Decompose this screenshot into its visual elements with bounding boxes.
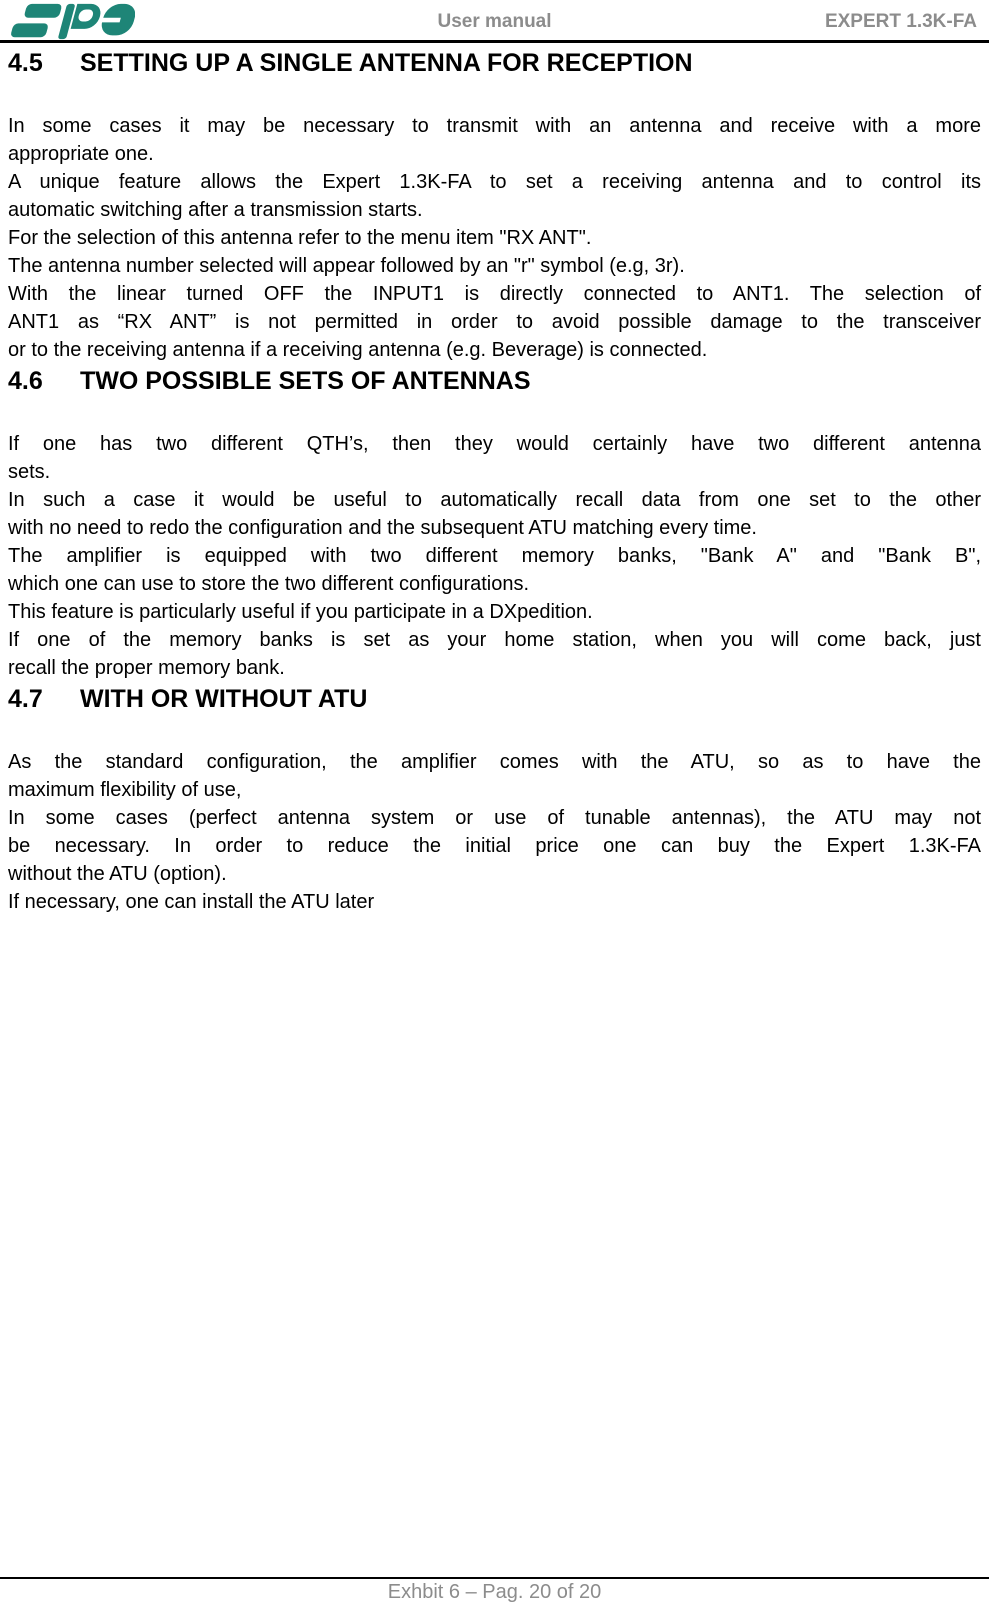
- text-line: ANT1 as “RX ANT” is not permitted in order to avoid possible damage to the transceiver: [8, 311, 981, 333]
- paragraph: [8, 112, 981, 168]
- footer-page-info: Exhbit 6 – Pag. 20 of 20: [387, 1581, 602, 1603]
- text-line: or to the receiving antenna if a receiving antenna (e.g. Beverage) is connected.: [8, 339, 708, 361]
- paragraph: [8, 486, 981, 542]
- text-line: This feature is particularly useful if you participate in a DXpedition.: [8, 601, 593, 623]
- text-line: If one has two different QTH’s, then they would certainly have two different antenna: [8, 433, 981, 455]
- text-line: With the linear turned OFF the INPUT1 is directly connected to ANT1. The selection of: [8, 283, 981, 305]
- paragraph: [8, 748, 981, 804]
- text-line: If necessary, one can install the ATU later: [8, 891, 375, 913]
- paragraph: [8, 542, 981, 598]
- section-heading: [8, 364, 981, 398]
- page-content: [8, 46, 981, 916]
- text-line: The antenna number selected will appear followed by an "r" symbol (e.g, 3r).: [8, 255, 685, 277]
- text-line: with no need to redo the configuration and the subsequent ATU matching every time.: [8, 517, 757, 539]
- text-line: In such a case it would be useful to automatically recall data from one set to the other: [8, 489, 981, 511]
- text-line: recall the proper memory bank.: [8, 657, 285, 679]
- text-line: In some cases it may be necessary to transmit with an antenna and receive with a more: [8, 115, 981, 137]
- paragraph: [8, 626, 981, 682]
- section-number: 4.7: [8, 685, 43, 713]
- section-title: SETTING UP A SINGLE ANTENNA FOR RECEPTION: [80, 49, 693, 77]
- paragraph: [8, 168, 981, 224]
- section-heading: [8, 46, 981, 80]
- section-heading: [8, 682, 981, 716]
- section-body: [8, 430, 981, 682]
- text-line: As the standard configuration, the amplifier comes with the ATU, so as to have the: [8, 751, 981, 773]
- section-title: TWO POSSIBLE SETS OF ANTENNAS: [80, 367, 531, 395]
- section-4-6: [8, 364, 981, 682]
- page-footer: [0, 1577, 989, 1604]
- text-line: For the selection of this antenna refer to the menu item "RX ANT".: [8, 227, 592, 249]
- text-line: If one of the memory banks is set as your home station, when you will come back, just: [8, 629, 981, 651]
- section-title: WITH OR WITHOUT ATU: [80, 685, 368, 713]
- header-title: User manual: [437, 11, 552, 32]
- section-4-5: [8, 46, 981, 364]
- text-line: which one can use to store the two different configurations.: [8, 573, 530, 595]
- text-line: maximum flexibility of use,: [8, 779, 242, 801]
- paragraph: [8, 598, 981, 626]
- text-line: be necessary. In order to reduce the initial price one can buy the Expert 1.3K-FA: [8, 835, 981, 857]
- section-4-7: [8, 682, 981, 916]
- paragraph: [8, 280, 981, 364]
- paragraph: [8, 252, 981, 280]
- paragraph: [8, 430, 981, 486]
- text-line: without the ATU (option).: [8, 863, 227, 885]
- header-product-name: EXPERT 1.3K-FA: [824, 11, 977, 32]
- text-line: A unique feature allows the Expert 1.3K-FA to set a receiving antenna and to control its: [8, 171, 981, 193]
- text-line: sets.: [8, 461, 51, 483]
- text-line: appropriate one.: [8, 143, 154, 165]
- section-body: [8, 748, 981, 916]
- text-line: The amplifier is equipped with two different memory banks, "Bank A" and "Bank B",: [8, 545, 981, 567]
- section-body: [8, 112, 981, 364]
- paragraph: [8, 888, 981, 916]
- paragraph: [8, 804, 981, 888]
- text-line: In some cases (perfect antenna system or use of tunable antennas), the ATU may not: [8, 807, 981, 829]
- paragraph: [8, 224, 981, 252]
- section-number: 4.6: [8, 367, 43, 395]
- text-line: automatic switching after a transmission starts.: [8, 199, 423, 221]
- section-number: 4.5: [8, 49, 43, 77]
- page-header: [0, 0, 989, 43]
